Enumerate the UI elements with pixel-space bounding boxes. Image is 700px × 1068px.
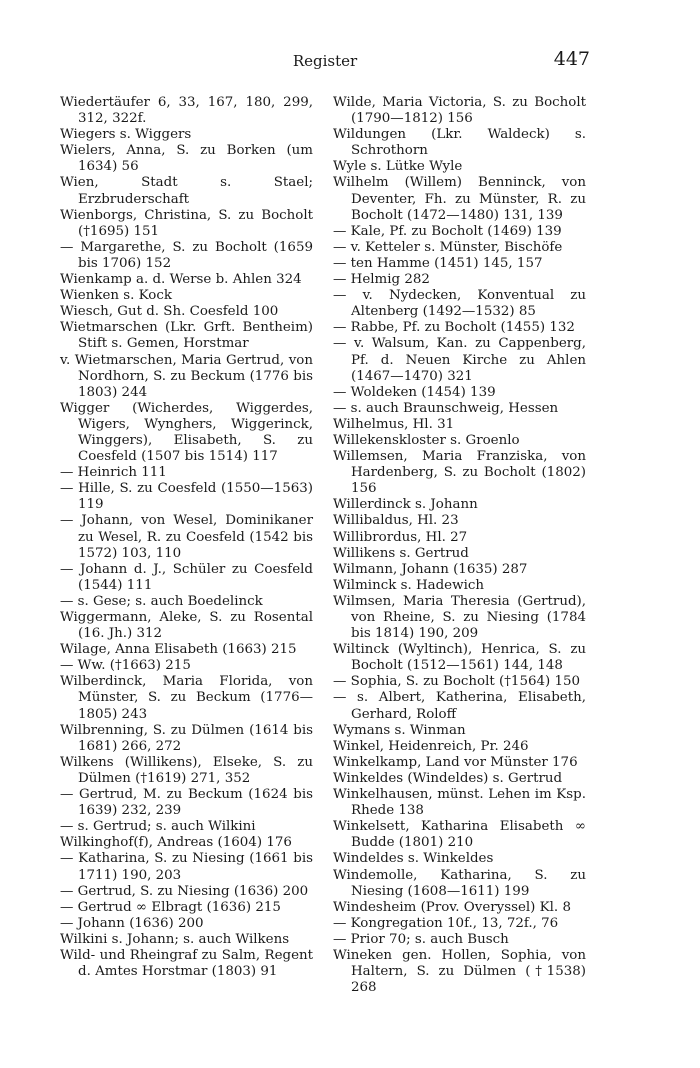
index-entry: Wilde, Maria Victoria, S. zu Bocholt (1790—1812) 156 <box>333 95 586 127</box>
index-entry: Willibrordus, Hl. 27 <box>333 529 468 545</box>
index-entry: Wiesch, Gut d. Sh. Coesfeld 100 <box>60 304 279 320</box>
index-entry: Wilmann, Johann (1635) 287 <box>333 561 528 577</box>
index-entry: Windemolle, Katharina, S. zu Niesing (1608—1611) 199 <box>333 867 586 899</box>
index-entry: — ten Hamme (1451) 145, 157 <box>333 255 543 271</box>
index-entry: Windeldes s. Winkeldes <box>333 851 494 867</box>
index-entry: — Margarethe, S. zu Bocholt (1659 bis 1706) 152 <box>60 239 313 271</box>
index-entry: — Johann (1636) 200 <box>60 915 204 931</box>
index-entry: — s. Gertrud; s. auch Wilkini <box>60 819 256 835</box>
index-entry: — v. Nydecken, Konventual zu Altenberg (1492—1532) 85 <box>333 288 586 320</box>
index-entry: — Ww. (†1663) 215 <box>60 658 191 674</box>
index-entry: Wilberdinck, Maria Florida, von Münster, S. zu Beckum (1776—1805) 243 <box>60 674 313 722</box>
index-entry: Windesheim (Prov. Overyssel) Kl. 8 <box>333 899 571 915</box>
index-entry: Winkelsett, Katharina Elisabeth ∞ Budde (1801) 210 <box>333 819 586 851</box>
index-entry: Wyle s. Lütke Wyle <box>333 159 463 175</box>
index-entry: — Sophia, S. zu Bocholt (†1564) 150 <box>333 674 581 690</box>
index-entry: Winkelkamp, Land vor Münster 176 <box>333 754 578 770</box>
index-entry: — Helmig 282 <box>333 272 430 288</box>
index-entry: Wild- und Rheingraf zu Salm, Regent d. Amtes Horstmar (1803) 91 <box>60 947 313 980</box>
index-entry: Wiedertäufer 6, 33, 167, 180, 299, 312, 322f. <box>60 95 313 127</box>
index-entry: — Kale, Pf. zu Bocholt (1469) 139 <box>333 223 562 239</box>
index-entry: — Johann d. J., Schüler zu Coesfeld (1544) 111 <box>60 561 313 593</box>
index-entry: Willemsen, Maria Franziska, von Hardenberg, S. zu Bocholt (1802) 156 <box>333 449 586 497</box>
index-entry: Wien, Stadt s. Stael; Erzbruderschaft <box>60 175 313 207</box>
index-entry: Wilkens (Willikens), Elseke, S. zu Dülmen (†1619) 271, 352 <box>60 754 313 786</box>
page-header <box>60 50 590 72</box>
index-entry: — s. Albert, Katherina, Elisabeth, Gerhard, Roloff <box>333 690 586 722</box>
index-entry: — Prior 70; s. auch Busch <box>333 931 509 947</box>
index-entry: Wiltinck (Wyltinch), Henrica, S. zu Bocholt (1512—1561) 144, 148 <box>333 642 586 674</box>
index-entry: Winkelhausen, münst. Lehen im Ksp. Rhede 138 <box>333 787 586 819</box>
index-entry: Willekenskloster s. Groenlo <box>333 432 520 448</box>
index-entry: — Kongregation 10f., 13, 72f., 76 <box>333 915 559 931</box>
index-entry: Winkel, Heidenreich, Pr. 246 <box>333 738 529 754</box>
index-entry: Wilminck s. Hadewich <box>333 577 484 593</box>
index-entry: Wilhelmus, Hl. 31 <box>333 416 455 432</box>
index-entry: — Heinrich 111 <box>60 465 167 481</box>
index-entry: Wiggermann, Aleke, S. zu Rosental (16. Jh.) 312 <box>60 610 313 642</box>
index-entry: Wiegers s. Wiggers <box>60 127 192 143</box>
index-entry: Wienkamp a. d. Werse b. Ahlen 324 <box>60 272 302 288</box>
index-entry: Willibaldus, Hl. 23 <box>333 513 459 529</box>
index-entry: Wilbrenning, S. zu Dülmen (1614 bis 1681) 266, 272 <box>60 722 313 754</box>
index-entry: Wildungen (Lkr. Waldeck) s. Schrothorn <box>333 127 586 159</box>
index-entry: — v. Ketteler s. Münster, Bischöfe <box>333 239 563 255</box>
index-entry: Wymans s. Winman <box>333 722 466 738</box>
index-entry: v. Wietmarschen, Maria Gertrud, von Nordhorn, S. zu Beckum (1776 bis 1803) 244 <box>60 352 313 400</box>
index-entry: — Woldeken (1454) 139 <box>333 384 496 400</box>
index-entry: Winkeldes (Windeldes) s. Gertrud <box>333 770 563 786</box>
page-number: 447 <box>553 48 590 70</box>
index-entry: Wielers, Anna, S. zu Borken (um 1634) 56 <box>60 143 313 175</box>
index-entry: — Rabbe, Pf. zu Bocholt (1455) 132 <box>333 320 575 336</box>
index-entry: Willerdinck s. Johann <box>333 497 478 513</box>
index-entry: — Katharina, S. zu Niesing (1661 bis 1711) 190, 203 <box>60 851 313 883</box>
index-entry: Wilmsen, Maria Theresia (Gertrud), von Rheine, S. zu Niesing (1784 bis 1814) 190, 209 <box>333 593 586 642</box>
index-entry: Wilkini s. Johann; s. auch Wilkens <box>60 931 290 947</box>
index-entry: Wilkinghof(f), Andreas (1604) 176 <box>60 835 292 851</box>
index-column-right <box>333 95 586 996</box>
index-entry: Wienken s. Kock <box>60 288 172 304</box>
index-entry: — s. Gese; s. auch Boedelinck <box>60 593 263 609</box>
running-title: Register <box>292 52 358 70</box>
index-entry: Wineken gen. Hollen, Sophia, von Haltern, S. zu Dülmen (†1538) 268 <box>333 947 586 996</box>
index-entry: Wietmarschen (Lkr. Grft. Bentheim) Stift s. Gemen, Horstmar <box>60 320 313 352</box>
index-entry: — Gertrud, S. zu Niesing (1636) 200 <box>60 883 309 899</box>
index-entry: — v. Walsum, Kan. zu Cappenberg, Pf. d. Neuen Kirche zu Ahlen (1467—1470) 321 <box>333 336 586 384</box>
index-entry: — Gertrud, M. zu Beckum (1624 bis 1639) 232, 239 <box>60 787 313 819</box>
index-entry: Wilhelm (Willem) Benninck, von Deventer, Fh. zu Münster, R. zu Bocholt (1472—1480) 131, 139 <box>333 175 586 223</box>
index-entry: Wienborgs, Christina, S. zu Bocholt (†1695) 151 <box>60 207 313 239</box>
index-entry: — Gertrud ∞ Elbragt (1636) 215 <box>60 899 281 915</box>
index-entry: — s. auch Braunschweig, Hessen <box>333 400 559 416</box>
index-entry: Willikens s. Gertrud <box>333 545 469 561</box>
index-entry: Wilage, Anna Elisabeth (1663) 215 <box>60 642 297 658</box>
index-entry: — Hille, S. zu Coesfeld (1550—1563) 119 <box>60 481 313 513</box>
index-column-left <box>60 95 313 980</box>
index-entry: — Johann, von Wesel, Dominikaner zu Wesel, R. zu Coesfeld (1542 bis 1572) 103, 110 <box>60 513 313 561</box>
index-entry: Wigger (Wicherdes, Wiggerdes, Wigers, Wynghers, Wiggerinck, Winggers), Elisabeth, S. zu Coesfeld (1507 bis 1514) 117 <box>60 400 313 465</box>
